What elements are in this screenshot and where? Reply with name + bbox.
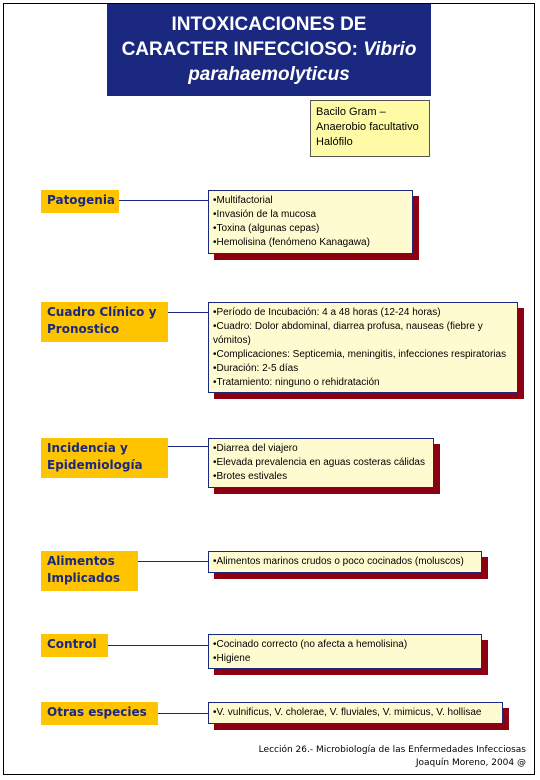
detail-item: •Duración: 2-5 días xyxy=(213,363,299,374)
detail-item: •Período de Incubación: 4 a 48 horas (12-24 horas) xyxy=(213,307,441,318)
detail-item: •Invasión de la mucosa xyxy=(213,209,317,220)
detail-item: •Toxina (algunas cepas) xyxy=(213,223,320,234)
detail-item: •Multifactorial xyxy=(213,195,273,206)
label-text: Patogenia xyxy=(47,193,116,207)
detail-item: •Tratamiento: ninguno o rehidratación xyxy=(213,377,380,388)
label-incidencia xyxy=(41,438,168,478)
detail-box xyxy=(208,702,503,724)
detail-box xyxy=(208,551,482,573)
detail-item: •Hemolisina (fenómeno Kanagawa) xyxy=(213,237,370,248)
title-line-1: INTOXICACIONES DE xyxy=(171,14,367,35)
connector-line xyxy=(158,713,208,714)
label-patogenia xyxy=(41,190,119,213)
connector-line xyxy=(168,446,208,447)
label-text: Epidemiología xyxy=(47,458,143,472)
label-cuadro-clinico xyxy=(41,302,168,342)
detail-item: •Cocinado correcto (no afecta a hemolisina) xyxy=(213,639,408,650)
connector-line xyxy=(138,561,208,562)
detail-box xyxy=(208,438,434,488)
page-title xyxy=(107,4,431,96)
detail-box xyxy=(208,190,413,254)
detail-item: •Complicaciones: Septicemia, meningitis, infecciones respiratorias xyxy=(213,349,507,360)
label-control xyxy=(41,634,108,657)
footer-line-2: Joaquín Moreno, 2004 @ xyxy=(415,758,526,768)
label-text: Incidencia y xyxy=(47,441,128,455)
label-alimentos xyxy=(41,551,138,591)
detail-item: •Elevada prevalencia en aguas costeras cálidas xyxy=(213,457,425,468)
detail-item: •Brotes estivales xyxy=(213,471,288,482)
label-text: Pronostico xyxy=(47,322,120,336)
label-text: Implicados xyxy=(47,571,120,585)
connector-line xyxy=(119,200,208,201)
title-line-3: parahaemolyticus xyxy=(188,64,350,85)
label-text: Alimentos xyxy=(47,554,115,568)
footer-line-1: Lección 26.- Microbiología de las Enfermedades Infecciosas xyxy=(258,745,526,755)
organism-info-box xyxy=(310,100,430,157)
info-line: Halófilo xyxy=(316,136,353,148)
title-line-2 xyxy=(107,37,431,62)
detail-box xyxy=(208,302,518,393)
label-text: Control xyxy=(47,637,97,651)
info-line: Bacilo Gram – xyxy=(316,106,386,118)
footer xyxy=(259,744,526,770)
detail-item: •Alimentos marinos crudos o poco cocinados (moluscos) xyxy=(213,556,464,567)
detail-item: •Higiene xyxy=(213,653,251,664)
label-text: Otras especies xyxy=(47,705,147,719)
connector-line xyxy=(168,312,208,313)
detail-item: •V. vulnificus, V. cholerae, V. fluviales, V. mimicus, V. hollisae xyxy=(213,707,482,718)
detail-item: •Cuadro: Dolor abdominal, diarrea profusa, nauseas (fiebre y vómitos) xyxy=(213,321,483,346)
title-line-2-italic: Vibrio xyxy=(363,39,417,60)
detail-box xyxy=(208,634,482,669)
label-otras-especies xyxy=(41,702,158,725)
info-line: Anaerobio facultativo xyxy=(316,121,419,133)
detail-item: •Diarrea del viajero xyxy=(213,443,298,454)
connector-line xyxy=(108,645,208,646)
title-line-2-plain: CARACTER INFECCIOSO: xyxy=(121,39,364,60)
label-text: Cuadro Clínico y xyxy=(47,305,157,319)
